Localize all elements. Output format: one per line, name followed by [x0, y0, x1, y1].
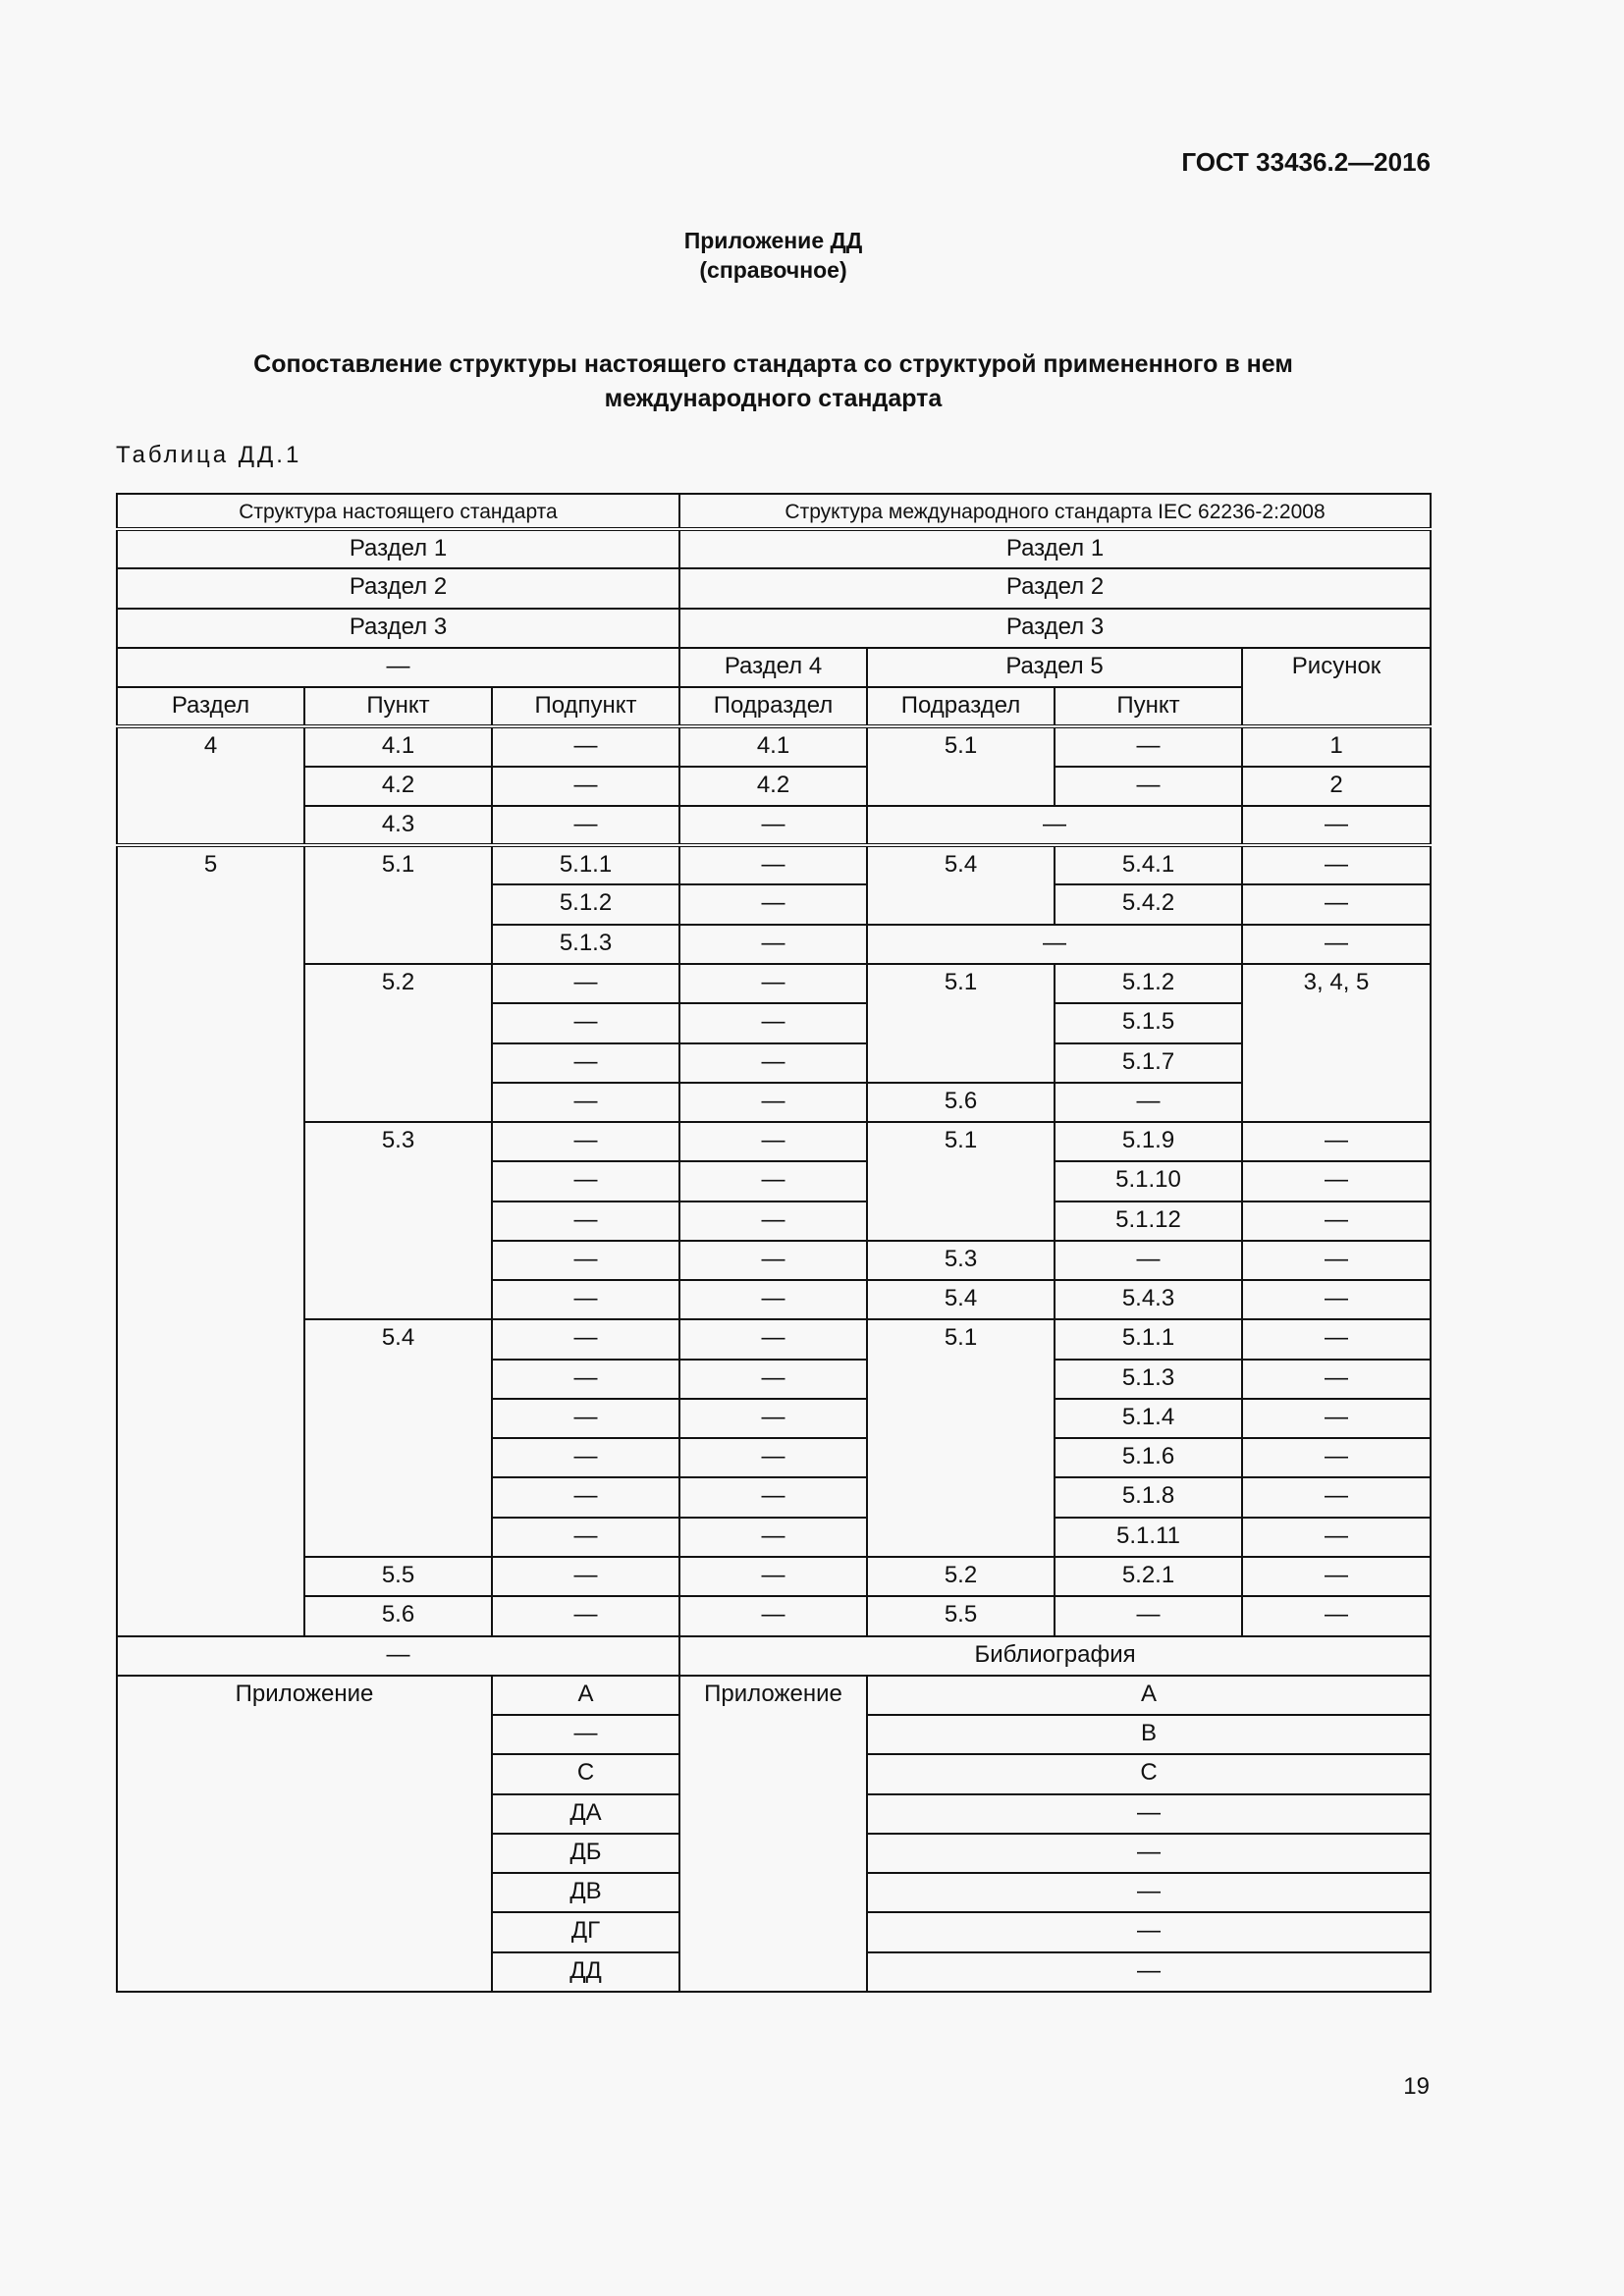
cell-punkt: 5.6 — [304, 1596, 492, 1635]
cell-risunok: — — [1242, 1280, 1431, 1319]
cell-punkt-intl: — — [1055, 1083, 1242, 1122]
cell-podrazdel: — — [679, 806, 867, 845]
cell-appendix-label-right: Приложение — [679, 1676, 867, 1992]
cell-podrazdel: — — [679, 1241, 867, 1280]
cell-appendix-right: — — [867, 1794, 1431, 1834]
table-row — [117, 1557, 1431, 1596]
cell-appendix-right: — — [867, 1834, 1431, 1873]
cell-podrazdel: — — [679, 1201, 867, 1241]
cell-podrazdel: — — [679, 1596, 867, 1635]
cell-appendix-left: ДД — [492, 1952, 679, 1992]
cell-razdel: 5 — [117, 845, 304, 1635]
cell-punkt: 5.2 — [304, 964, 492, 1122]
cell-podrazdel: — — [679, 1557, 867, 1596]
cell-podpunkt: — — [492, 1161, 679, 1201]
cell-appendix-left: ДГ — [492, 1912, 679, 1951]
cell-risunok: 3, 4, 5 — [1242, 964, 1431, 1122]
cell-punkt: 5.3 — [304, 1122, 492, 1319]
document-id: ГОСТ 33436.2—2016 — [1181, 147, 1431, 177]
col-head-razdel: Раздел — [117, 687, 304, 726]
col-head-punkt: Пункт — [304, 687, 492, 726]
cell-podrazdel: — — [679, 1083, 867, 1122]
table-row — [117, 529, 1431, 568]
cell-risunok: — — [1242, 1477, 1431, 1517]
cell-risunok: — — [1242, 884, 1431, 924]
cell-right-section: Раздел 3 — [679, 609, 1431, 648]
cell-punkt-intl: 5.1.12 — [1055, 1201, 1242, 1241]
cell-podrazdel: 5.1 — [867, 964, 1055, 1083]
cell-appendix-right: C — [867, 1754, 1431, 1793]
cell-punkt: 4.1 — [304, 726, 492, 766]
cell-risunok: — — [1242, 1399, 1431, 1438]
cell-biblio-right: Библиография — [679, 1636, 1431, 1676]
table-row — [117, 964, 1431, 1003]
cell-punkt-intl: 5.1.1 — [1055, 1319, 1242, 1359]
cell-podpunkt: 5.1.1 — [492, 845, 679, 884]
cell-punkt: 5.4 — [304, 1319, 492, 1557]
cell-punkt-intl: — — [1055, 1596, 1242, 1635]
table-header-row — [117, 494, 1431, 529]
table-row — [117, 568, 1431, 608]
cell-appendix-right: — — [867, 1952, 1431, 1992]
cell-podrazdel: — — [679, 1399, 867, 1438]
section-title — [0, 347, 1546, 416]
table-row — [117, 687, 1431, 726]
cell-podpunkt: 5.1.2 — [492, 884, 679, 924]
cell-podrazdel: 5.1 — [867, 1122, 1055, 1241]
cell-podpunkt: — — [492, 806, 679, 845]
cell-podpunkt: — — [492, 1399, 679, 1438]
cell-podrazdel: 5.1 — [867, 1319, 1055, 1557]
cell-podpunkt: — — [492, 1122, 679, 1161]
section-title-line-2: международного стандарта — [604, 385, 943, 412]
cell-risunok: — — [1242, 1201, 1431, 1241]
page-number: 19 — [1403, 2073, 1430, 2100]
table-row — [117, 1636, 1431, 1676]
cell-podrazdel: 5.1 — [867, 726, 1055, 806]
cell-risunok: — — [1242, 1557, 1431, 1596]
cell-risunok: 1 — [1242, 726, 1431, 766]
table-row — [117, 1676, 1431, 1715]
cell-podrazdel: — — [679, 925, 867, 964]
cell-punkt-intl: 5.4.2 — [1055, 884, 1242, 924]
cell-razdel5-merged: — — [867, 925, 1242, 964]
cell-podrazdel: — — [679, 1360, 867, 1399]
col-head-podpunkt: Подпункт — [492, 687, 679, 726]
cell-punkt: 4.2 — [304, 767, 492, 806]
cell-appendix-left: — — [492, 1715, 679, 1754]
table-row — [117, 1319, 1431, 1359]
cell-razdel5-merged: — — [867, 806, 1242, 845]
cell-podrazdel: — — [679, 1319, 867, 1359]
cell-podpunkt: — — [492, 1241, 679, 1280]
cell-podrazdel: — — [679, 845, 867, 884]
header-international-structure: Структура международного стандарта IEC 62236-2:2008 — [679, 494, 1431, 529]
cell-podpunkt: — — [492, 1438, 679, 1477]
col-head-podrazdel: Подраздел — [679, 687, 867, 726]
cell-podpunkt: — — [492, 726, 679, 766]
cell-risunok: — — [1242, 1122, 1431, 1161]
cell-appendix-left: C — [492, 1754, 679, 1793]
cell-risunok: — — [1242, 1360, 1431, 1399]
cell-podpunkt: — — [492, 1596, 679, 1635]
cell-left-section: Раздел 2 — [117, 568, 679, 608]
cell-podpunkt: — — [492, 1557, 679, 1596]
cell-punkt-intl: 5.1.3 — [1055, 1360, 1242, 1399]
cell-punkt-intl: — — [1055, 726, 1242, 766]
cell-appendix-right: — — [867, 1912, 1431, 1951]
table-row — [117, 726, 1431, 766]
cell-risunok: — — [1242, 1161, 1431, 1201]
cell-podrazdel: — — [679, 1161, 867, 1201]
cell-appendix-label-left: Приложение — [117, 1676, 492, 1992]
cell-podpunkt: — — [492, 1319, 679, 1359]
comparison-table — [116, 493, 1432, 1993]
cell-podrazdel: — — [679, 1477, 867, 1517]
cell-right-section: Раздел 2 — [679, 568, 1431, 608]
cell-razdel: 4 — [117, 726, 304, 845]
cell-risunok: — — [1242, 925, 1431, 964]
cell-podrazdel: 5.3 — [867, 1241, 1055, 1280]
appendix-title: Приложение ДД — [683, 228, 863, 253]
table-row — [117, 609, 1431, 648]
table-label: Таблица ДД.1 — [116, 442, 302, 468]
cell-punkt-intl: 5.1.7 — [1055, 1043, 1242, 1083]
cell-podrazdel: 5.5 — [867, 1596, 1055, 1635]
header-national-structure: Структура настоящего стандарта — [117, 494, 679, 529]
cell-punkt-intl: 5.1.9 — [1055, 1122, 1242, 1161]
cell-appendix-right: — — [867, 1873, 1431, 1912]
cell-podpunkt: 5.1.3 — [492, 925, 679, 964]
cell-podpunkt: — — [492, 1201, 679, 1241]
cell-appendix-right: B — [867, 1715, 1431, 1754]
cell-podrazdel: — — [679, 1043, 867, 1083]
cell-biblio-left: — — [117, 1636, 679, 1676]
cell-appendix-left: ДБ — [492, 1834, 679, 1873]
cell-podpunkt: — — [492, 1043, 679, 1083]
cell-appendix-right: A — [867, 1676, 1431, 1715]
table-row — [117, 648, 1431, 687]
cell-podpunkt: — — [492, 1360, 679, 1399]
cell-punkt-intl: 5.4.1 — [1055, 845, 1242, 884]
cell-appendix-left: ДА — [492, 1794, 679, 1834]
cell-risunok: — — [1242, 1241, 1431, 1280]
cell-podrazdel: 4.2 — [679, 767, 867, 806]
table-row — [117, 767, 1431, 806]
cell-podrazdel: 5.2 — [867, 1557, 1055, 1596]
cell-podrazdel: 4.1 — [679, 726, 867, 766]
section-title-line-1: Сопоставление структуры настоящего стандарта со структурой примененного в нем — [253, 350, 1293, 378]
cell-risunok: — — [1242, 806, 1431, 845]
col-head-punkt: Пункт — [1055, 687, 1242, 726]
cell-podrazdel: — — [679, 1438, 867, 1477]
table-row — [117, 1596, 1431, 1635]
cell-podrazdel: 5.6 — [867, 1083, 1055, 1122]
cell-podpunkt: — — [492, 1083, 679, 1122]
cell-podrazdel: — — [679, 1122, 867, 1161]
cell-right-section: Раздел 1 — [679, 529, 1431, 568]
cell-podrazdel: — — [679, 964, 867, 1003]
cell-left-section: Раздел 1 — [117, 529, 679, 568]
cell-punkt: 5.5 — [304, 1557, 492, 1596]
cell-podpunkt: — — [492, 1280, 679, 1319]
cell-punkt-intl: 5.1.6 — [1055, 1438, 1242, 1477]
cell-risunok: — — [1242, 1319, 1431, 1359]
cell-podpunkt: — — [492, 964, 679, 1003]
cell-appendix-left: А — [492, 1676, 679, 1715]
cell-risunok: — — [1242, 1596, 1431, 1635]
cell-punkt-intl: 5.1.2 — [1055, 964, 1242, 1003]
cell-podrazdel: — — [679, 1280, 867, 1319]
cell-podrazdel: — — [679, 1003, 867, 1042]
cell-podpunkt: — — [492, 1003, 679, 1042]
cell-risunok: — — [1242, 845, 1431, 884]
table-row — [117, 845, 1431, 884]
cell-punkt: 5.1 — [304, 845, 492, 964]
cell-punkt-intl: 5.1.8 — [1055, 1477, 1242, 1517]
cell-punkt-intl: 5.4.3 — [1055, 1280, 1242, 1319]
appendix-subtitle: (справочное) — [699, 257, 847, 283]
cell-podpunkt: — — [492, 1518, 679, 1557]
cell-podrazdel: — — [679, 884, 867, 924]
cell-risunok: — — [1242, 1518, 1431, 1557]
cell-risunok: Рисунок — [1242, 648, 1431, 727]
cell-punkt-intl: 5.1.4 — [1055, 1399, 1242, 1438]
cell-punkt-intl: 5.1.11 — [1055, 1518, 1242, 1557]
cell-podrazdel: 5.4 — [867, 845, 1055, 925]
cell-risunok: — — [1242, 1438, 1431, 1477]
cell-podpunkt: — — [492, 767, 679, 806]
cell-punkt-intl: 5.1.10 — [1055, 1161, 1242, 1201]
cell-appendix-left: ДВ — [492, 1873, 679, 1912]
cell-dash: — — [117, 648, 679, 687]
cell-podpunkt: — — [492, 1477, 679, 1517]
cell-razdel-5: Раздел 5 — [867, 648, 1242, 687]
cell-punkt-intl: 5.1.5 — [1055, 1003, 1242, 1042]
cell-punkt-intl: — — [1055, 767, 1242, 806]
cell-razdel-4: Раздел 4 — [679, 648, 867, 687]
cell-left-section: Раздел 3 — [117, 609, 679, 648]
col-head-podrazdel: Подраздел — [867, 687, 1055, 726]
table-row — [117, 1122, 1431, 1161]
table-row — [117, 806, 1431, 845]
cell-podrazdel: — — [679, 1518, 867, 1557]
cell-punkt-intl: 5.2.1 — [1055, 1557, 1242, 1596]
cell-punkt-intl: — — [1055, 1241, 1242, 1280]
cell-podrazdel: 5.4 — [867, 1280, 1055, 1319]
cell-risunok: 2 — [1242, 767, 1431, 806]
cell-punkt: 4.3 — [304, 806, 492, 845]
